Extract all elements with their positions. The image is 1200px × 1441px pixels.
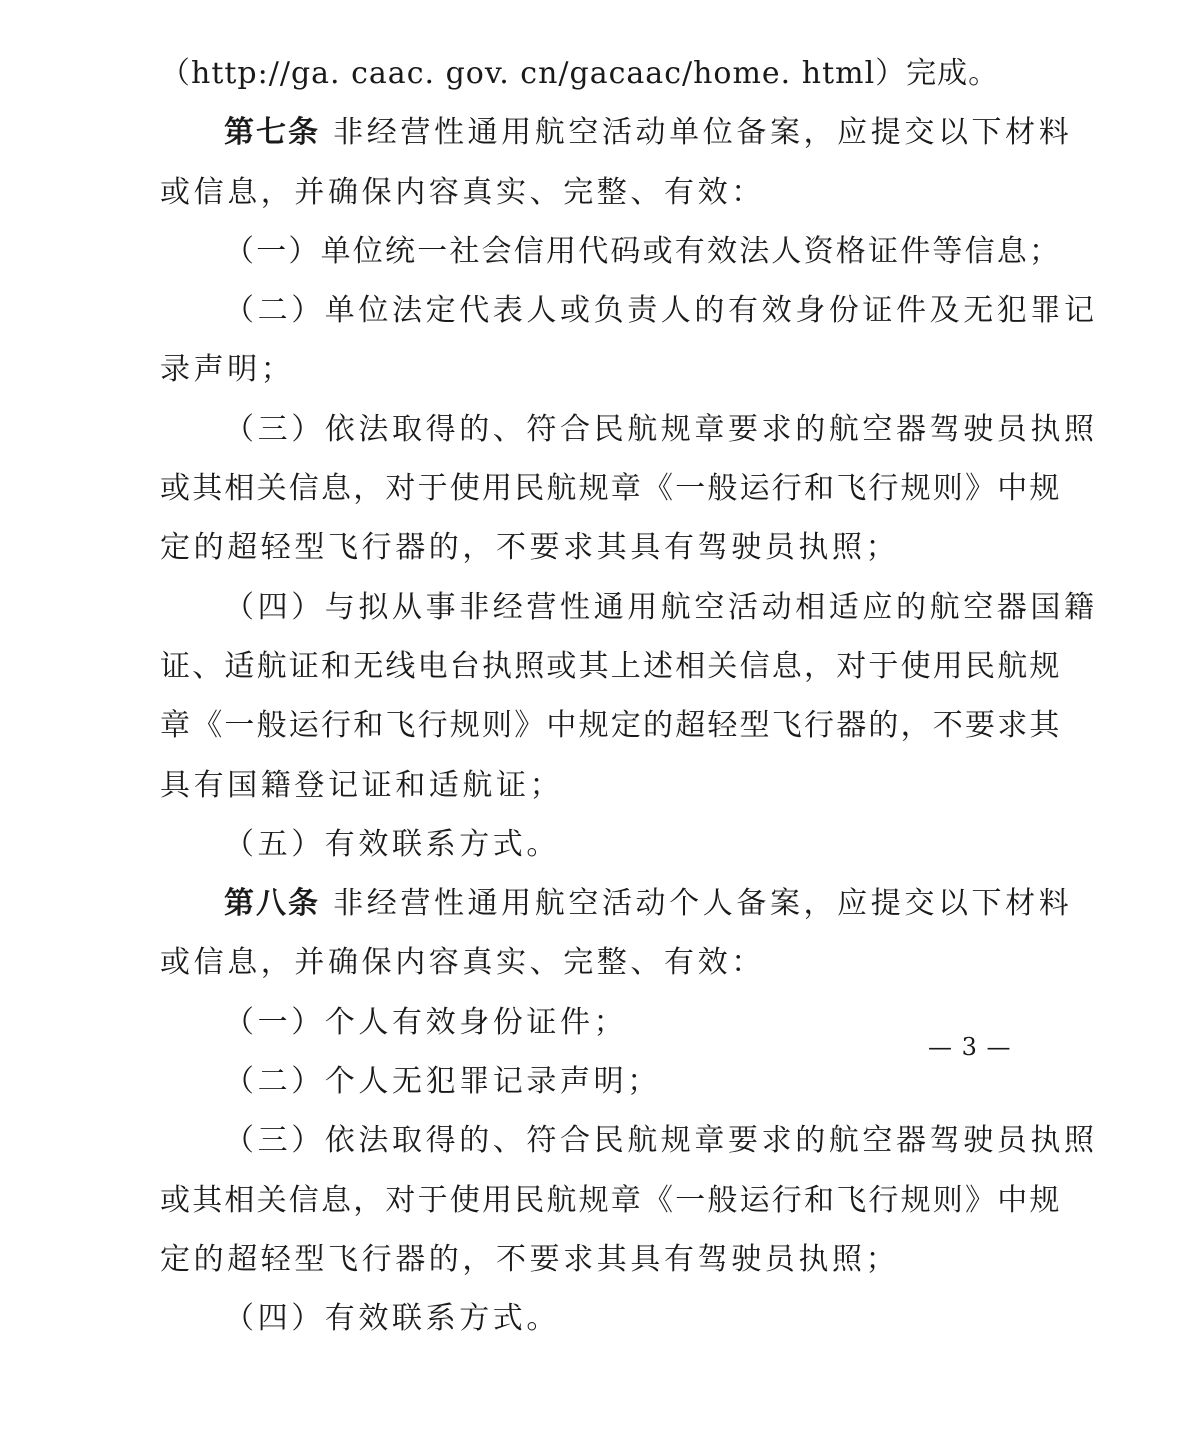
text-line: 或信息，并确保内容真实、完整、有效： (160, 174, 765, 210)
text-line: 具有国籍登记证和适航证； (160, 767, 564, 803)
list-item: （一）单位统一社会信用代码或有效法人资格证件等信息； (224, 233, 1062, 269)
text-line: 定的超轻型飞行器的，不要求其具有驾驶员执照； (160, 1241, 900, 1277)
list-item: （一）个人有效身份证件； (224, 1004, 628, 1040)
list-item: （三）依法取得的、符合民航规章要求的航空器驾驶员执照 (224, 411, 1098, 447)
list-item: （二）单位法定代表人或负责人的有效身份证件及无犯罪记 (224, 293, 1098, 329)
article-8-title: 第八条 (224, 886, 320, 922)
text-line: 定的超轻型飞行器的，不要求其具有驾驶员执照； (160, 530, 900, 566)
article-8-text: 非经营性通用航空活动个人备案，应提交以下材料 (333, 886, 1073, 922)
list-item: （五）有效联系方式。 (224, 826, 560, 862)
document-body (160, 44, 1098, 1349)
text-line: 或信息，并确保内容真实、完整、有效： (160, 945, 765, 981)
text-line: 或其相关信息，对于使用民航规章《一般运行和飞行规则》中规 (160, 471, 1062, 507)
article-7-title: 第七条 (224, 115, 320, 151)
article-8-heading (160, 874, 1073, 933)
text-line: 录声明； (160, 352, 295, 388)
text-line: （http://ga. caac. gov. cn/gacaac/home. html）完成。 (160, 56, 1000, 91)
list-item: （二）个人无犯罪记录声明； (224, 1064, 661, 1100)
article-7-text: 非经营性通用航空活动单位备案，应提交以下材料 (333, 115, 1073, 151)
page-number: — 3 — (928, 1033, 1012, 1061)
list-item: （三）依法取得的、符合民航规章要求的航空器驾驶员执照 (224, 1123, 1098, 1159)
text-line: 章《一般运行和飞行规则》中规定的超轻型飞行器的，不要求其 (160, 708, 1062, 744)
text-line: 或其相关信息，对于使用民航规章《一般运行和飞行规则》中规 (160, 1182, 1062, 1218)
text-line: 证、适航证和无线电台执照或其上述相关信息，对于使用民航规 (160, 648, 1062, 684)
list-item: （四）与拟从事非经营性通用航空活动相适应的航空器国籍 (224, 589, 1098, 625)
list-item: （四）有效联系方式。 (224, 1301, 560, 1337)
article-7-heading (160, 103, 1073, 162)
